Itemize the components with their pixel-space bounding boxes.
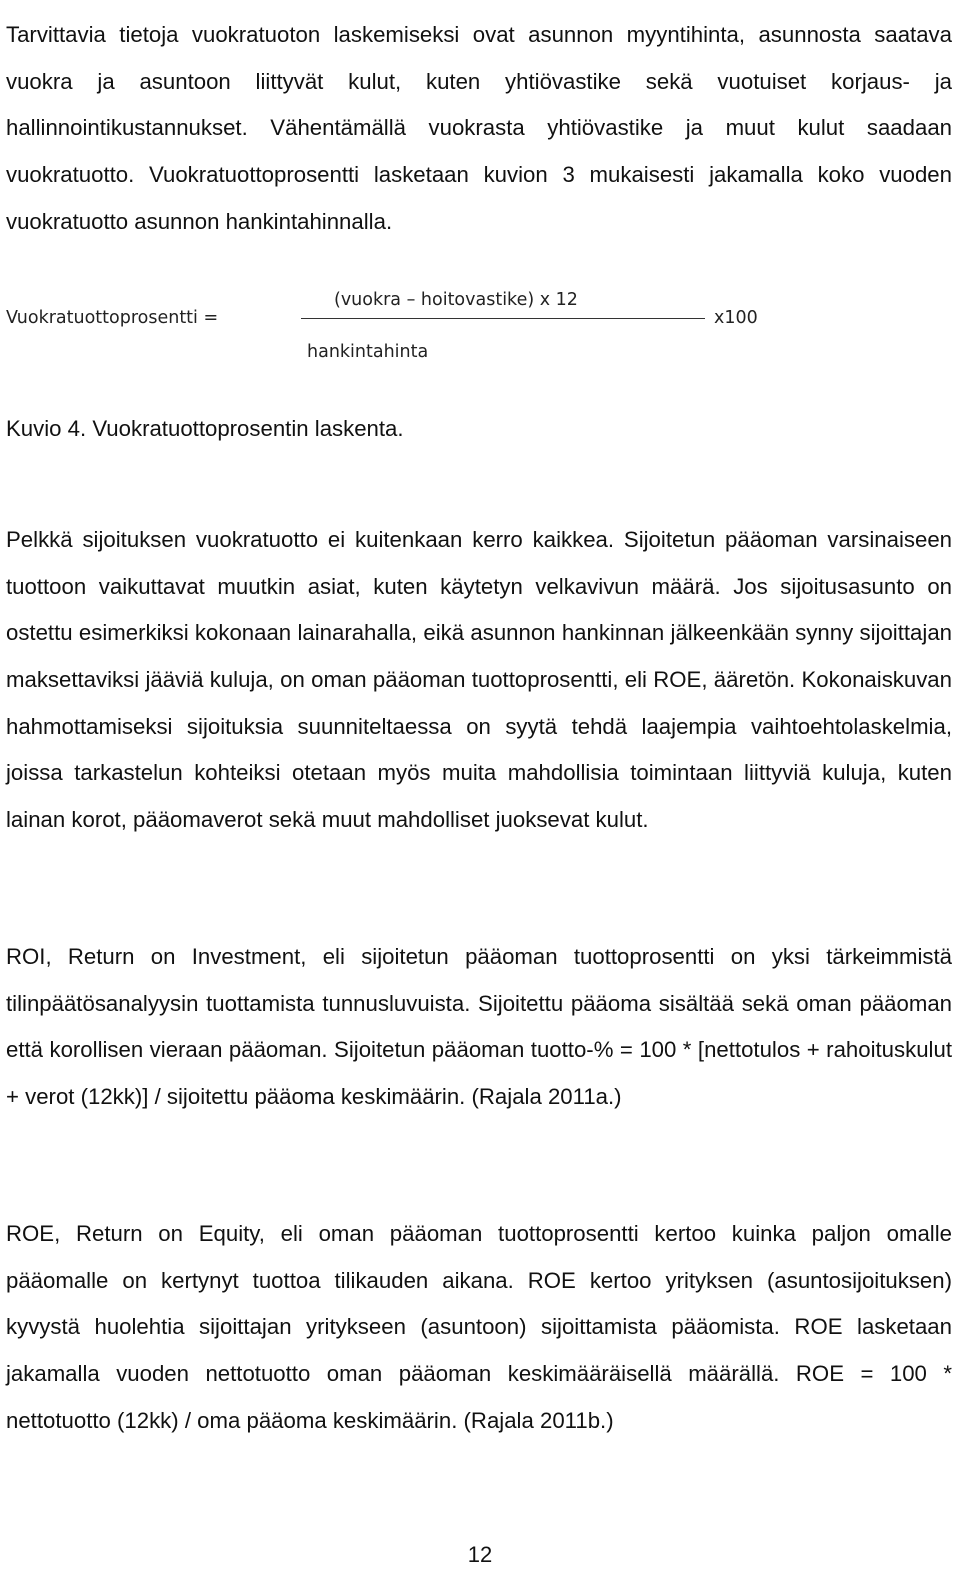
formula-left-side: Vuokratuottoprosentti = — [6, 308, 219, 328]
page-number: 12 — [467, 1542, 493, 1567]
intro-paragraph: Tarvittavia tietoja vuokratuoton laskemiseksi ovat asunnon myyntihinta, asunnosta saatava vuokra ja asuntoon liittyvät kulut, kuten yhtiövastike sekä vuotuiset korjaus- ja hallinnointikustannukset. Vähentämällä vuokrasta yhtiövastike ja muut kulut saadaan vuokratuotto. Vuokratuottoprosentti lasketaan kuvion 3 mukaisesti jakamalla koko vuoden vuokratuotto asunnon hankintahinnalla. — [6, 22, 952, 234]
fraction-bar — [301, 318, 705, 319]
formula-numerator: (vuokra – hoitovastike) x 12 — [334, 290, 578, 310]
formula-multiplier: x100 — [714, 308, 758, 328]
rental-yield-formula — [0, 284, 960, 374]
leverage-paragraph: Pelkkä sijoituksen vuokratuotto ei kuitenkaan kerro kaikkea. Sijoitetun pääoman varsinaiseen tuottoon vaikuttavat muutkin asiat, kuten käytetyn velkavivun määrä. Jos sijoitusasunto on ostettu esimerkiksi kokonaan lainarahalla, eikä asunnon hankinnan jälkeenkään synny sijoittajan maksettaviksi jääviä kuluja, on oman pääoman tuottoprosentti, eli ROE, ääretön. Kokonaiskuvan hahmottamiseksi sijoituksia suunniteltaessa on syytä tehdä laajempia vaihtoehtolaskelmia, joissa tarkastelun kohteiksi otetaan myös muita mahdollisia toimintaan liittyviä kuluja, kuten lainan korot, pääomaverot sekä muut mahdolliset juoksevat kulut. — [6, 527, 952, 832]
roi-paragraph: ROI, Return on Investment, eli sijoitetun pääoman tuottoprosentti on yksi tärkeimmistä tilinpäätösanalyysin tuottamista tunnusluvuista. Sijoitettu pääoma sisältää sekä oman pääoman että korollisen vieraan pääoman. Sijoitetun pääoman tuotto-% = 100 * [nettotulos + rahoituskulut + verot (12kk)] / sijoitettu pääoma keskimäärin. (Rajala 2011a.) — [6, 944, 952, 1109]
figure-caption: Kuvio 4. Vuokratuottoprosentin laskenta. — [6, 416, 404, 441]
roe-paragraph: ROE, Return on Equity, eli oman pääoman tuottoprosentti kertoo kuinka paljon omalle pääomalle on kertynyt tuottoa tilikauden aikana. ROE kertoo yrityksen (asuntosijoituksen) kyvystä huolehtia sijoittajan yritykseen (asuntoon) sijoittamista pääomista. ROE lasketaan jakamalla vuoden nettotuotto oman pääoman keskimääräisellä määrällä. ROE = 100 * nettotuotto (12kk) / oma pääoma keskimäärin. (Rajala 2011b.) — [6, 1221, 952, 1433]
formula-denominator: hankintahinta — [307, 342, 429, 362]
